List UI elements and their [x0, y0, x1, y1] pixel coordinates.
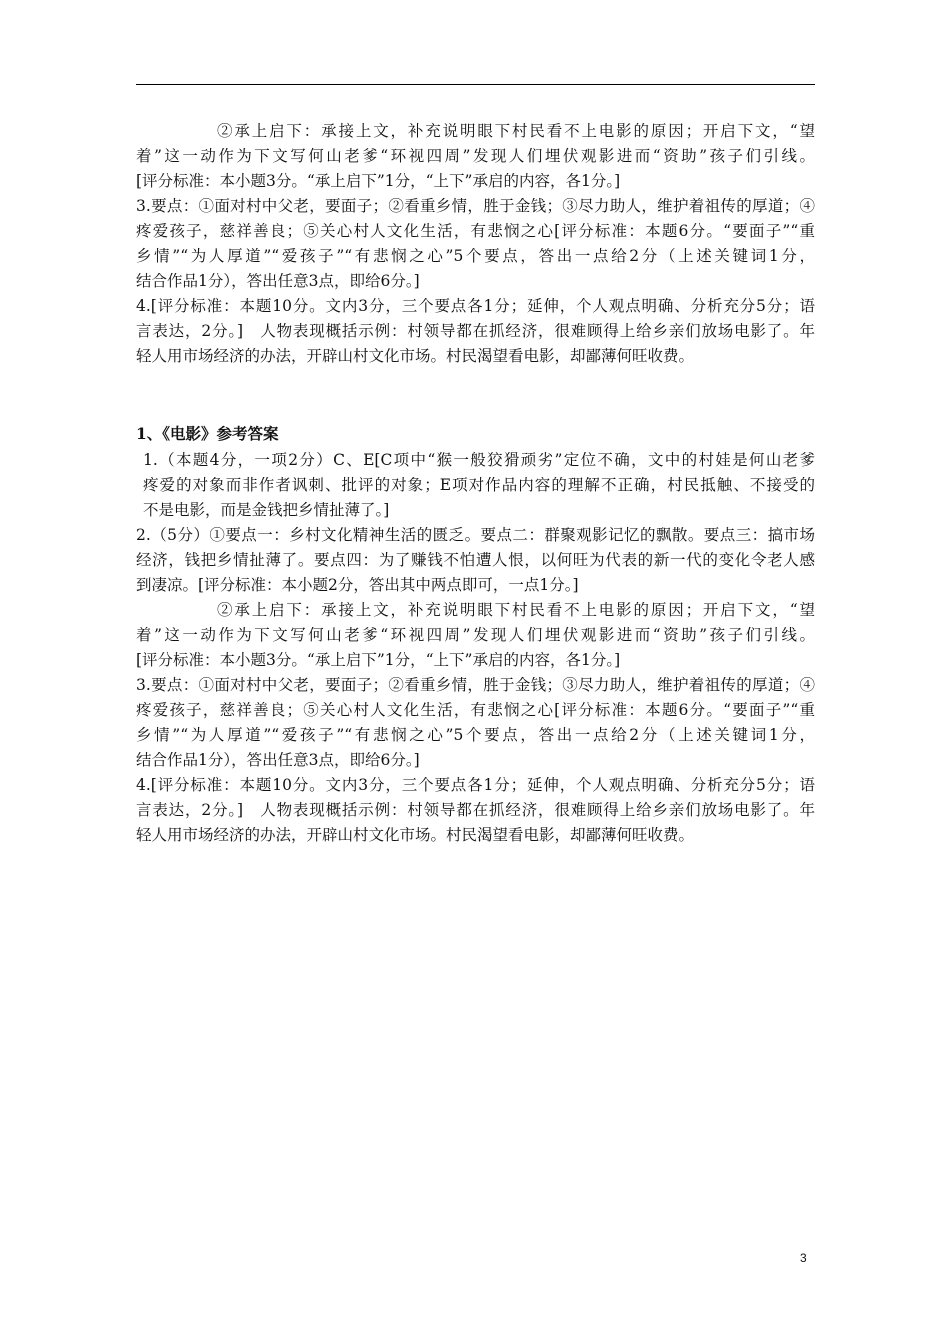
- answer-line: 2.（5分）①要点一：乡村文化精神生活的匮乏。要点二：群聚观影记忆的飘散。要点三：搞市场: [136, 526, 815, 544]
- answer-line: 疼爱的对象而非作者讽刺、批评的对象；E项对作品内容的理解不正确，村民抵触、不接受的: [143, 476, 815, 494]
- answer-line: 着”这一动作为下文写何山老爹“环视四周”发现人们埋伏观影进而“资助”孩子们引线。: [136, 626, 815, 644]
- answer-line: 乡情”“为人厚道”“爱孩子”“有悲悯之心”5个要点，答出一点给2分（上述关键词1分，: [136, 247, 815, 265]
- answer-line: 不是电影，而是金钱把乡情扯薄了。]: [143, 501, 390, 519]
- section-heading: 1、《电影》参考答案: [136, 424, 279, 443]
- answer-line: 疼爱孩子，慈祥善良；⑤关心村人文化生活，有悲悯之心[评分标准：本题6分。“要面子”“重: [136, 701, 815, 719]
- answer-line: [评分标准：本小题3分。“承上启下”1分，“上下”承启的内容，各1分。]: [136, 172, 621, 190]
- answer-line: 4.[评分标准：本题10分。文内3分，三个要点各1分；延伸，个人观点明确、分析充分5分；语: [136, 297, 815, 315]
- answer-line: 轻人用市场经济的办法，开辟山村文化市场。村民渴望看电影，却鄙薄何旺收费。: [136, 347, 695, 365]
- answer-line: 到凄凉。[评分标准：本小题2分，答出其中两点即可，一点1分。]: [136, 576, 579, 594]
- header-rule: [136, 84, 815, 85]
- page-number: 3: [800, 1251, 807, 1265]
- answer-line: 3.要点：①面对村中父老，要面子；②看重乡情，胜于金钱；③尽力助人，维护着祖传的厚道；④: [136, 676, 815, 694]
- answer-line: 着”这一动作为下文写何山老爹“环视四周”发现人们埋伏观影进而“资助”孩子们引线。: [136, 147, 815, 165]
- answer-line: ②承上启下：承接上文，补充说明眼下村民看不上电影的原因；开启下文，“望: [217, 601, 815, 619]
- answer-line: 言表达，2分。] 人物表现概括示例：村领导都在抓经济，很难顾得上给乡亲们放场电影了。年: [136, 801, 815, 819]
- answer-line: 轻人用市场经济的办法，开辟山村文化市场。村民渴望看电影，却鄙薄何旺收费。: [136, 826, 695, 844]
- answer-line: 言表达，2分。] 人物表现概括示例：村领导都在抓经济，很难顾得上给乡亲们放场电影了。年: [136, 322, 815, 340]
- answer-line: 3.要点：①面对村中父老，要面子；②看重乡情，胜于金钱；③尽力助人，维护着祖传的厚道；④: [136, 197, 815, 215]
- answer-line: 疼爱孩子，慈祥善良；⑤关心村人文化生活，有悲悯之心[评分标准：本题6分。“要面子”“重: [136, 222, 815, 240]
- answer-line: ②承上启下：承接上文，补充说明眼下村民看不上电影的原因；开启下文，“望: [217, 122, 815, 140]
- answer-line: 4.[评分标准：本题10分。文内3分，三个要点各1分；延伸，个人观点明确、分析充分5分；语: [136, 776, 815, 794]
- answer-line: [评分标准：本小题3分。“承上启下”1分，“上下”承启的内容，各1分。]: [136, 651, 621, 669]
- answer-line: 1.（本题4分，一项2分）C、E[C项中“猴一般狡猾顽劣”定位不确，文中的村娃是何山老爹: [143, 451, 815, 469]
- answer-line: 结合作品1分），答出任意3点，即给6分。]: [136, 751, 420, 769]
- answer-line: 经济，钱把乡情扯薄了。要点四：为了赚钱不怕遭人恨，以何旺为代表的新一代的变化令老人感: [136, 551, 815, 569]
- answer-line: 乡情”“为人厚道”“爱孩子”“有悲悯之心”5个要点，答出一点给2分（上述关键词1分，: [136, 726, 815, 744]
- answer-line: 结合作品1分），答出任意3点，即给6分。]: [136, 272, 420, 290]
